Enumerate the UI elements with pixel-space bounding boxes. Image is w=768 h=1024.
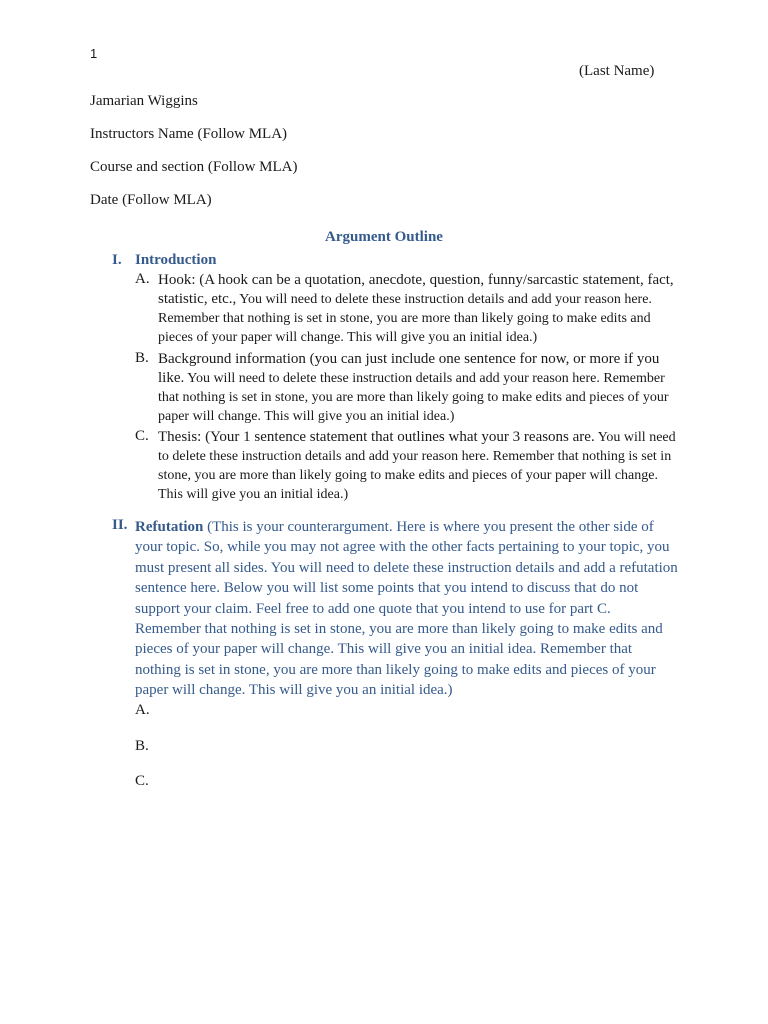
intro-item-thesis-text: You will need to delete these instruction details and add your reason here. Remember that nothing is set in stone, you are more than likely going to make edits and pieces of your paper will change. This will give you an initial idea.) <box>158 430 676 502</box>
intro-item-background-lead: Background information (you can just include one sentence for now, or more if you like. <box>158 351 660 386</box>
header-last-name: (Last Name) <box>579 63 655 79</box>
intro-item-hook-text: You will need to delete these instruction details and add your reason here. Remember that nothing is set in stone, you are more than likely going to make edits and pieces of your paper will change. This will give you an initial idea.) <box>158 292 652 345</box>
intro-item-hook <box>158 271 680 347</box>
student-name: Jamarian Wiggins <box>90 93 198 109</box>
intro-item-hook-lead: Hook: (A hook can be a quotation, anecdote, question, funny/sarcastic statement, fact, statistic, etc., <box>158 272 674 307</box>
intro-item-letter-b: B. <box>135 350 149 366</box>
section-title-refutation: Refutation <box>135 519 204 535</box>
intro-item-background-text: You will need to delete these instruction details and add your reason here. Remember that nothing is set in stone, you are more than likely going to make edits and pieces of your paper will change. This will give you an initial idea.) <box>158 371 669 424</box>
section-numeral-introduction: I. <box>112 252 122 268</box>
intro-item-thesis-lead: Thesis: (Your 1 sentence statement that outlines what your 3 reasons are. <box>158 429 595 445</box>
intro-item-thesis <box>158 428 680 504</box>
refutation-text: (This is your counterargument. Here is where you present the other side of your topic. So, while you may not agree with the other facts pertaining to your topic, you must present all sides. You will need to delete these instruction details and add a refutation sentence here. Below you will list some points that you intend to discuss that do not support your claim. Feel free to add one quote that you intend to use for part C. Remember that nothing is set in stone, you are more than likely going to make edits and pieces of your paper will change. This will give you an initial idea. Remember that nothing is set in stone, you are more than likely going to make edits and pieces of your paper will change. This will give you an initial idea.) <box>135 519 678 699</box>
date-line: Date (Follow MLA) <box>90 192 212 208</box>
refutation-item-b: B. <box>135 738 149 754</box>
intro-item-letter-c: C. <box>135 428 149 444</box>
refutation-paragraph <box>135 517 680 701</box>
instructor-name: Instructors Name (Follow MLA) <box>90 126 288 142</box>
refutation-item-a: A. <box>135 702 150 718</box>
page-number: 1 <box>90 46 98 61</box>
intro-item-background <box>158 350 680 426</box>
section-numeral-refutation: II. <box>112 517 128 533</box>
course-section: Course and section (Follow MLA) <box>90 159 298 175</box>
intro-item-letter-a: A. <box>135 271 150 287</box>
refutation-item-c: C. <box>135 773 149 789</box>
section-title-introduction: Introduction <box>135 252 217 268</box>
page-title: Argument Outline <box>325 229 443 245</box>
